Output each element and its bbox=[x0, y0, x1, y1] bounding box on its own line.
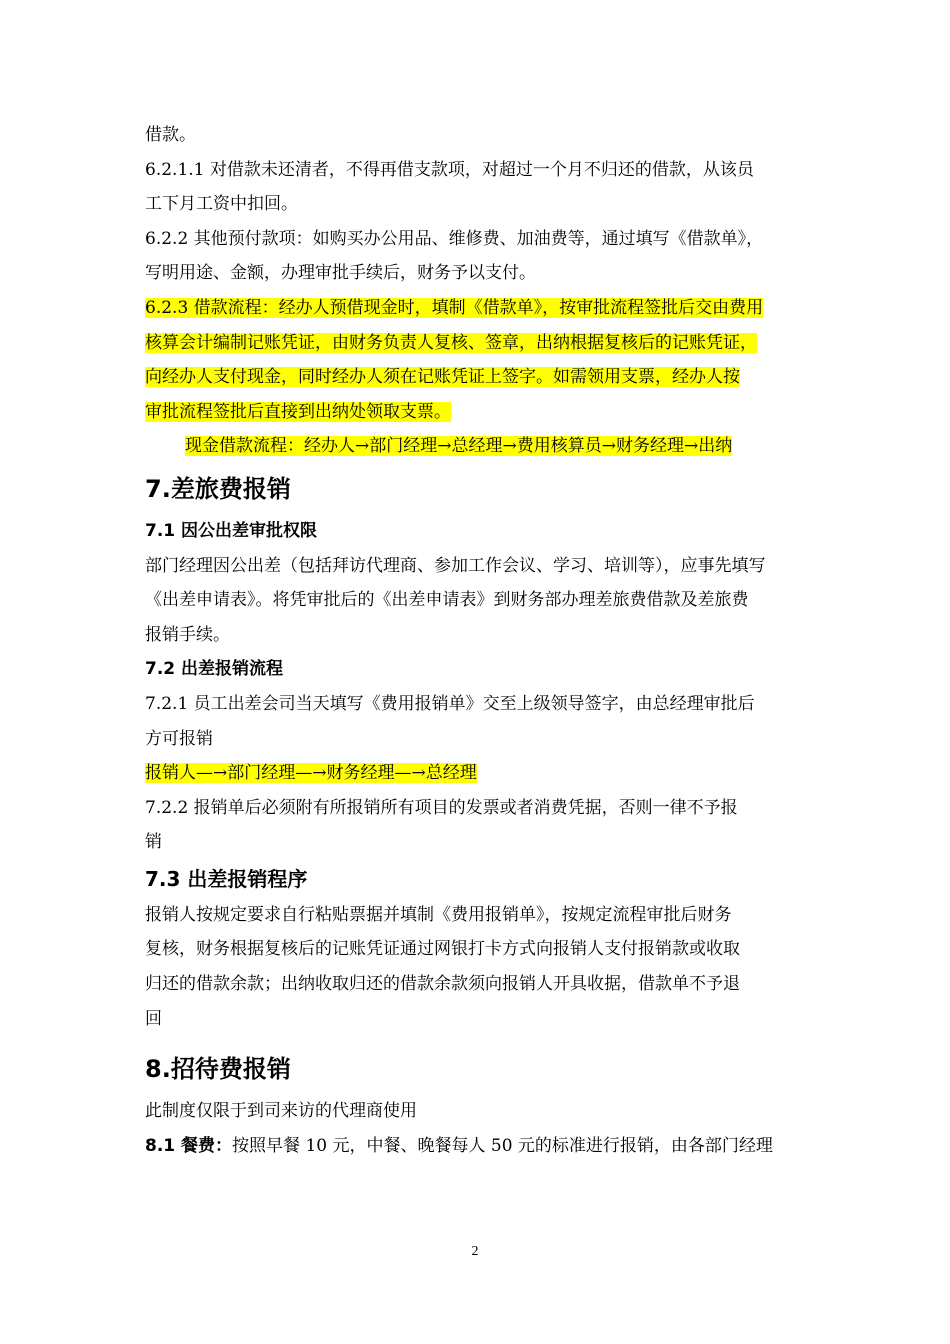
paragraph-line: 工下月工资中扣回。 bbox=[145, 194, 298, 215]
paragraph-line: 写明用途、金额，办理审批手续后，财务予以支付。 bbox=[145, 263, 536, 284]
paragraph-line: 此制度仅限于到司来访的代理商使用 bbox=[145, 1101, 417, 1122]
paragraph-line: 7.2.2 报销单后必须附有所报销所有项目的发票或者消费凭据，否则一律不予报 bbox=[145, 797, 738, 818]
paragraph-line bbox=[145, 1129, 810, 1164]
paragraph-line: 复核，财务根据复核后的记账凭证通过网银打卡方式向报销人支付报销款或收取 bbox=[145, 939, 740, 960]
meal-label: 8.1 餐费： bbox=[145, 1135, 233, 1156]
document-body bbox=[145, 118, 810, 1163]
reimbursement-flow: 报销人—→部门经理—→财务经理—→总经理 bbox=[145, 763, 477, 784]
page-number: 2 bbox=[471, 1244, 479, 1259]
highlighted-line: 6.2.3 借款流程：经办人预借现金时，填制《借款单》，按审批流程签批后交由费用 bbox=[145, 297, 764, 318]
cash-loan-flow: 现金借款流程：经办人→部门经理→总经理→费用核算员→财务经理→出纳 bbox=[185, 436, 733, 457]
paragraph-line: 7.2.1 员工出差会司当天填写《费用报销单》交至上级领导签字，由总经理审批后 bbox=[145, 693, 755, 714]
paragraph-line: 销 bbox=[145, 832, 162, 853]
paragraph-line: 《出差申请表》。将凭审批后的《出差申请表》到财务部办理差旅费借款及差旅费 bbox=[145, 590, 749, 611]
highlighted-line: 核算会计编制记账凭证，由财务负责人复核、签章，出纳根据复核后的记账凭证， bbox=[145, 332, 757, 353]
meal-text: 按照早餐 10 元，中餐、晚餐每人 50 元的标准进行报销，由各部门经理 bbox=[232, 1135, 773, 1156]
section-title-7: 7.差旅费报销 bbox=[145, 474, 291, 503]
highlighted-line: 审批流程签批后直接到出纳处领取支票。 bbox=[145, 401, 451, 422]
section-title-8: 8.招待费报销 bbox=[145, 1055, 291, 1084]
subsection-title-7-2: 7.2 出差报销流程 bbox=[145, 659, 284, 680]
subsection-title-7-1: 7.1 因公出差审批权限 bbox=[145, 520, 318, 541]
paragraph-line: 报销手续。 bbox=[145, 624, 230, 645]
paragraph-line: 方可报销 bbox=[145, 728, 213, 749]
paragraph-line: 借款。 bbox=[145, 125, 196, 145]
paragraph-line: 回 bbox=[145, 1008, 162, 1029]
paragraph-line: 归还的借款余款；出纳收取归还的借款余款须向报销人开具收据，借款单不予退 bbox=[145, 974, 740, 995]
highlighted-line: 向经办人支付现金，同时经办人须在记账凭证上签字。如需领用支票，经办人按 bbox=[145, 367, 740, 388]
paragraph-line: 部门经理因公出差（包括拜访代理商、参加工作会议、学习、培训等），应事先填写 bbox=[145, 555, 766, 576]
subsection-title-7-3: 7.3 出差报销程序 bbox=[145, 866, 308, 891]
paragraph-line: 6.2.2 其他预付款项：如购买办公用品、维修费、加油费等，通过填写《借款单》， bbox=[145, 228, 764, 249]
paragraph-line: 6.2.1.1 对借款未还清者，不得再借支款项，对超过一个月不归还的借款，从该员 bbox=[145, 159, 754, 180]
paragraph-line: 报销人按规定要求自行粘贴票据并填制《费用报销单》，按规定流程审批后财务 bbox=[145, 904, 732, 925]
